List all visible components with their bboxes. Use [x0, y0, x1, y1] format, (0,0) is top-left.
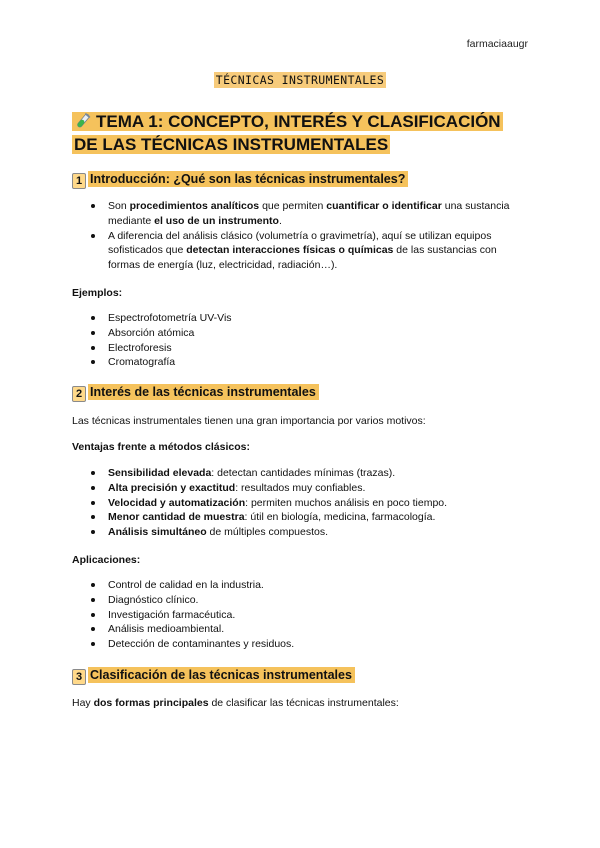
list-item — [72, 199, 527, 229]
document-title — [0, 73, 600, 87]
bold-text: cuantificar o identificar — [326, 200, 442, 212]
bold-text: procedimientos analíticos — [129, 200, 260, 212]
section-1-title: Introducción: ¿Qué son las técnicas instrumentales? — [88, 171, 408, 187]
section-1-number-badge: 1 — [72, 173, 86, 189]
examples-list — [72, 311, 527, 370]
text-run: Son — [108, 200, 130, 212]
list-item — [72, 229, 527, 273]
bold-text: el uso de un instrumento — [154, 214, 279, 227]
tema-heading-line2: DE LAS TÉCNICAS INSTRUMENTALES — [74, 135, 389, 154]
examples-label: Ejemplos: — [72, 287, 123, 299]
text-run: una sustancia mediante — [108, 200, 510, 227]
list-item: Electroforesis — [72, 341, 527, 356]
list-item — [72, 525, 527, 540]
section-3-intro — [72, 696, 532, 711]
text-run: Hay — [72, 697, 94, 709]
list-item: Cromatografía — [72, 355, 527, 370]
text-run: de múltiples compuestos. — [206, 526, 329, 539]
list-item — [72, 481, 527, 496]
section-3-number-badge: 3 — [72, 669, 86, 685]
bold-text: Velocidad y automatización — [108, 496, 246, 509]
section-3-title: Clasificación de las técnicas instrumentales — [88, 667, 355, 683]
text-run: . — [278, 214, 282, 227]
section-2-title: Interés de las técnicas instrumentales — [88, 384, 319, 400]
bold-text: dos formas principales — [93, 697, 209, 709]
section-2-heading — [72, 385, 319, 402]
header-site-name: farmaciaaugr — [466, 38, 528, 50]
section-1-heading — [72, 172, 408, 189]
text-run: : detectan cantidades mínimas (trazas). — [211, 467, 396, 479]
text-run: : resultados muy confiables. — [235, 481, 366, 494]
text-run: que permiten — [259, 200, 327, 212]
section-1-bullets — [72, 199, 527, 273]
text-run: de clasificar las técnicas instrumentales: — [208, 697, 399, 709]
list-item: Control de calidad en la industria. — [72, 578, 527, 593]
section-2-intro: Las técnicas instrumentales tienen una gran importancia por varios motivos: — [72, 415, 426, 427]
bold-text: Sensibilidad elevada — [108, 467, 212, 479]
document-title-text: TÉCNICAS INSTRUMENTALES — [215, 73, 385, 87]
applications-label: Aplicaciones: — [72, 554, 141, 566]
bold-text: Alta precisión y exactitud — [108, 481, 236, 494]
tema-heading-line1: TEMA 1: CONCEPTO, INTERÉS Y CLASIFICACIÓN — [96, 112, 501, 131]
list-item: Diagnóstico clínico. — [72, 593, 527, 608]
text-run: de las sustancias con formas de energía (luz, electricidad, radiación…). — [108, 244, 497, 272]
list-item: Absorción atómica — [72, 326, 527, 341]
advantages-label: Ventajas frente a métodos clásicos: — [72, 441, 250, 453]
text-run: : útil en biología, medicina, farmacología. — [244, 511, 436, 524]
advantages-list — [72, 466, 527, 540]
list-item: Detección de contaminantes y residuos. — [72, 637, 527, 652]
list-item — [72, 510, 527, 525]
section-2-number-badge: 2 — [72, 386, 86, 402]
list-item: Investigación farmacéutica. — [72, 608, 527, 623]
text-run: A diferencia del análisis clásico (volumetría o gravimetría), aquí se utilizan equipos sofisticados que — [108, 229, 492, 257]
list-item: Espectrofotometría UV-Vis — [72, 311, 527, 326]
bold-text: Análisis simultáneo — [108, 526, 207, 539]
tema-heading-highlight — [72, 112, 503, 154]
tema-heading — [72, 110, 532, 156]
bold-text: Menor cantidad de muestra — [108, 511, 245, 524]
test-tube-icon — [74, 112, 92, 130]
list-item: Análisis medioambiental. — [72, 622, 527, 637]
applications-list — [72, 578, 527, 652]
section-3-heading — [72, 668, 355, 685]
list-item — [72, 496, 527, 511]
bold-text: detectan interacciones físicas o químicas — [186, 244, 394, 257]
text-run: : permiten muchos análisis en poco tiempo. — [245, 496, 448, 509]
list-item — [72, 466, 527, 481]
